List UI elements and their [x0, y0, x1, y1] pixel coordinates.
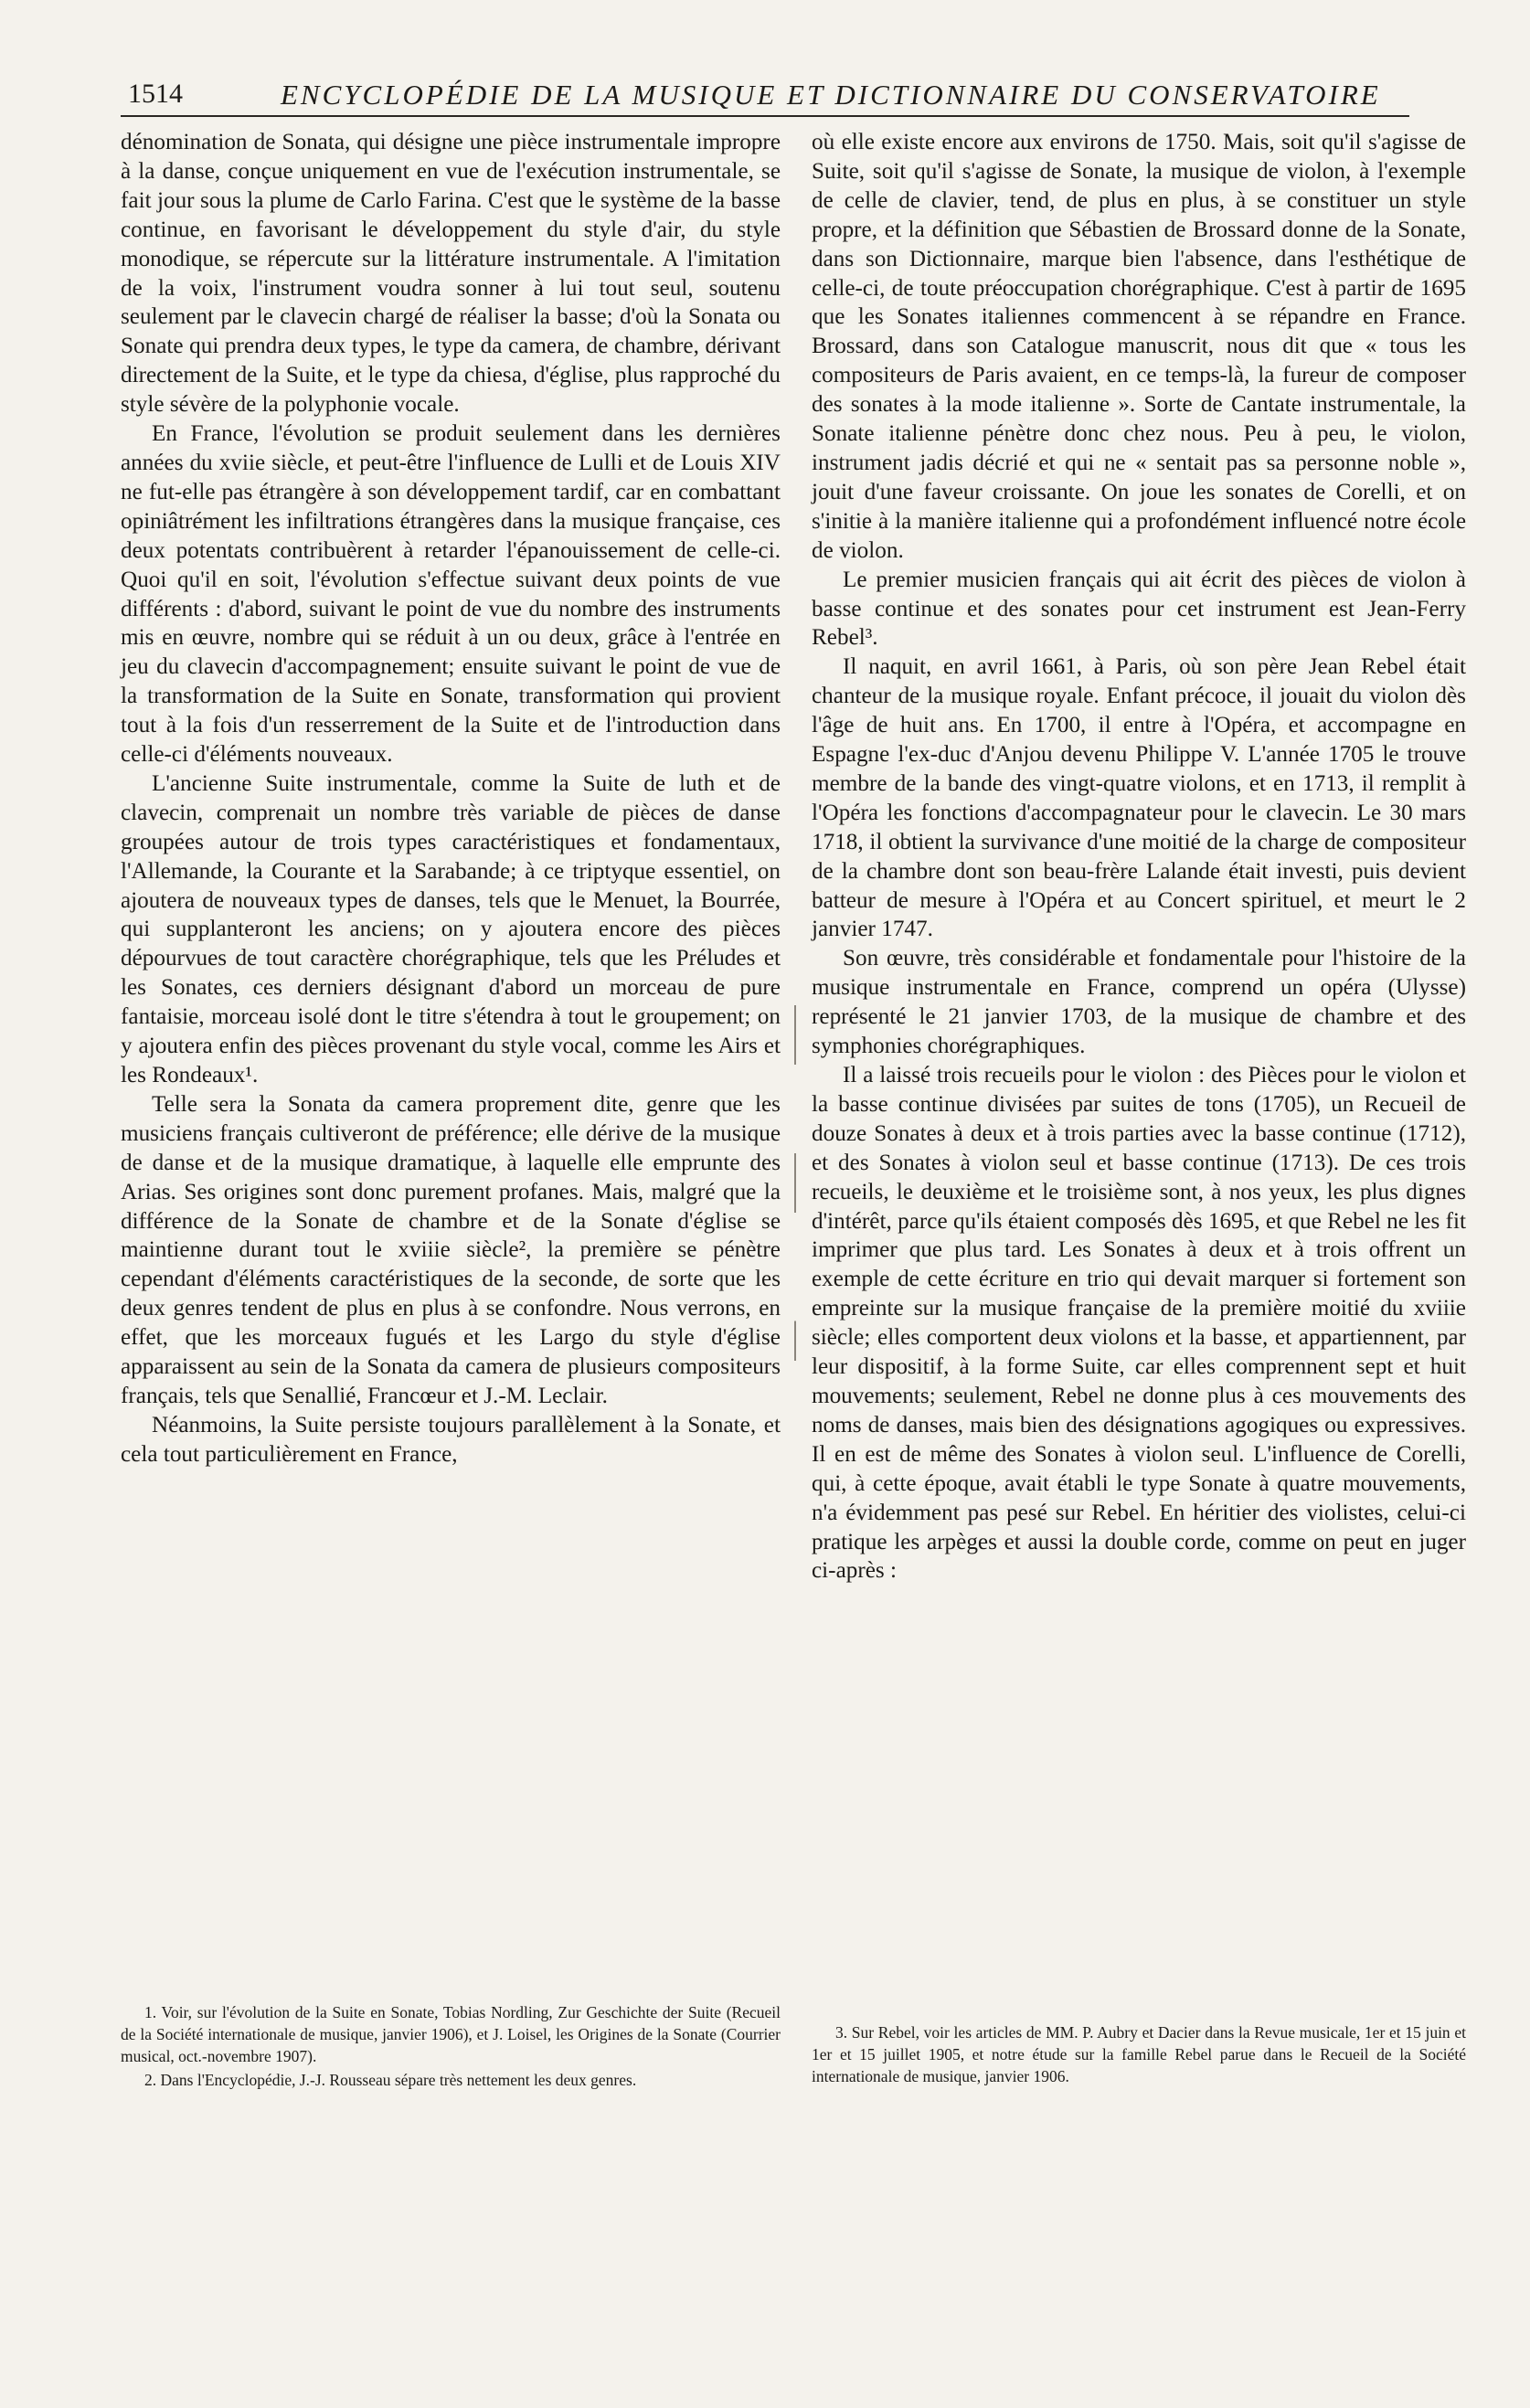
- paragraph: Il naquit, en avril 1661, à Paris, où son père Jean Rebel était chanteur de la musique royale. Enfant précoce, il jouait du violon dès l'âge de huit ans. En 1700, il entre à l'Opéra, et accompagne en Espagne l'ex-duc d'Anjou devenu Philippe V. L'année 1705 le trouve membre de la bande des vingt-quatre violons, et en 1713, il remplit à l'Opéra les fonctions d'accompagnateur pour le clavecin. Le 30 mars 1718, il obtient la survivance d'une moitié de la charge de compositeur de la chambre dont son beau-frère Lalande était investi, puis devient batteur de mesure à l'Opéra et au Concert spirituel, et meurt le 2 janvier 1747.: [812, 654, 1466, 942]
- header-rule: [121, 115, 1409, 117]
- paragraph: Il a laissé trois recueils pour le violon : des Pièces pour le violon et la basse continue divisées par suites de tons (1705), un Recueil de douze Sonates à deux et à trois parties avec la basse continue (1712), et des Sonates à violon seul et basse continue (1713). De ces trois recueils, le deuxième et le troisième sont, à nos yeux, les plus dignes d'intérêt, parce qu'ils étaient composés dès 1695, et que Rebel ne les fit imprimer que plus tard. Les Sonates à deux et à trois offrent un exemple de cette écriture en trio qui devait marquer si fortement son empreinte sur la musique française de la première moitié du xviiie siècle; elles comportent deux violons et la basse, et appartiennent, par leur dispositif, à la forme Suite, car elles comprennent sept et huit mouvements; seulement, Rebel ne donne plus à ces mouvements des noms de danses, mais bien des désignations agogiques ou expressives. Il en est de même des Sonates à violon seul. L'influence de Corelli, qui, à cette époque, avait établi le type Sonate à quatre mouvements, n'a évidemment pas pesé sur Rebel. En héritier des violistes, celui-ci pratique les arpèges et aussi la double corde, comme on peut en juger ci-après :: [812, 1063, 1466, 1584]
- page-header: [121, 79, 1409, 115]
- paragraph: dénomination de Sonata, qui désigne une pièce instrumentale impropre à la danse, conçue uniquement en vue de l'exécution instrumentale, se fait jour sous la plume de Carlo Farina. C'est que le système de la basse continue, en favorisant le développement du style d'air, du style monodique, se répercute sur la littérature instrumentale. A l'imitation de la voix, l'instrument voudra sonner à lui tout seul, soutenu seulement par le clavecin chargé de réaliser la basse; d'où la Sonata ou Sonate qui prendra deux types, le type da camera, de chambre, dérivant directement de la Suite, et le type da chiesa, d'église, plus rapproché du style sévère de la polyphonie vocale.: [121, 130, 781, 418]
- column-divider: [794, 1005, 796, 1499]
- paragraph: Son œuvre, très considérable et fondamentale pour l'histoire de la musique instrumentale en France, comprend un opéra (Ulysse) représenté le 21 janvier 1703, de la musique de chambre et des symphonies chorégraphiques.: [812, 946, 1466, 1059]
- footnote: 2. Dans l'Encyclopédie, J.-J. Rousseau sépare très nettement les deux genres.: [144, 2071, 637, 2089]
- paragraph: Le premier musicien français qui ait écrit des pièces de violon à basse continue et des sonates pour cet instrument est Jean-Ferry Rebel³.: [812, 567, 1466, 651]
- paragraph: Telle sera la Sonata da camera proprement dite, genre que les musiciens français cultiveront de préférence; elle dérive de la musique de danse et de la musique dramatique, à laquelle elle emprunte des Arias. Ses origines sont donc purement profanes. Mais, malgré que la différence de la Sonate de chambre et de la Sonate d'église se maintienne durant tout le xviiie siècle², la première se pénètre cependant d'éléments caractéristiques de la seconde, de sorte que les deux genres tendent de plus en plus à se confondre. Nous verrons, en effet, que les morceaux fugués et les Largo du style d'église apparaissent au sein de la Sonata da camera de plusieurs compositeurs français, tels que Senallié, Francœur et J.-M. Leclair.: [121, 1091, 781, 1408]
- footnote: 3. Sur Rebel, voir les articles de MM. P. Aubry et Dacier dans la Revue musicale, 1er et 15 juin et 1er et 15 juillet 1905, et notre étude sur la famille Rebel parue dans le Recueil de la Société internationale de musique, janvier 1906.: [812, 2023, 1466, 2085]
- paragraph: où elle existe encore aux environs de 1750. Mais, soit qu'il s'agisse de Suite, soit qu'il s'agisse de Sonate, la musique de violon, à l'exemple de celle de clavier, tend, de plus en plus, à se constituer un style propre, et la définition que Sébastien de Brossard donne de la Sonate, dans son Dictionnaire, marque bien l'absence, dans l'esthétique de celle-ci, de toute préoccupation chorégraphique. C'est à partir de 1695 que les Sonates italiennes commencent à se répandre en France. Brossard, dans son Catalogue manuscrit, nous dit que « tous les compositeurs de Paris avaient, en ce temps-là, la fureur de composer des sonates à la mode italienne ». Sorte de Cantate instrumentale, la Sonate italienne pénètre donc chez nous. Peu à peu, le violon, instrument jadis décrié et qui ne « sentait pas sa personne noble », jouit d'une faveur croissante. On joue les sonates de Corelli, et on s'initie à la manière italienne qui a profondément influencé notre école de violon.: [812, 130, 1466, 563]
- paragraph: Néanmoins, la Suite persiste toujours parallèlement à la Sonate, et cela tout particulièrement en France,: [121, 1412, 781, 1467]
- left-column: [121, 128, 781, 1469]
- footnote: 1. Voir, sur l'évolution de la Suite en Sonate, Tobias Nordling, Zur Geschichte der Suite (Recueil de la Société internationale de musique, janvier 1906), et J. Loisel, les Origines de la Sonate (Courrier musical, oct.-novembre 1907).: [121, 2003, 781, 2065]
- page-number: 1514: [128, 79, 183, 109]
- paragraph: En France, l'évolution se produit seulement dans les dernières années du xviie siècle, et peut-être l'influence de Lulli et de Louis XIV ne fut-elle pas étrangère à son développement tardif, car en combattant opiniâtrément les infiltrations étrangères dans la musique française, ces deux potentats contribuèrent à retarder l'épanouissement de celle-ci. Quoi qu'il en soit, l'évolution s'effectue suivant deux points de vue différents : d'abord, suivant le point de vue du nombre des instruments mis en œuvre, nombre qui se réduit à un ou deux, grâce à l'entrée en jeu du clavecin d'accompagnement; ensuite suivant le point de vue de la transformation de la Suite en Sonate, transformation qui provient tout à la fois d'un resserrement de la Suite et de l'introduction dans celle-ci d'éléments nouveaux.: [121, 421, 781, 768]
- right-column: [812, 128, 1466, 1586]
- paragraph: L'ancienne Suite instrumentale, comme la Suite de luth et de clavecin, comprenait un nombre très variable de pièces de danse groupées autour de trois types caractéristiques et fondamentaux, l'Allemande, la Courante et la Sarabande; à ce triptyque essentiel, on ajoutera de nouveaux types de danses, tels que le Menuet, la Bourrée, qui supplanteront les anciens; on y ajoutera encore des pièces dépourvues de tout caractère chorégraphique, tels que les Préludes et les Sonates, ces derniers désignant d'abord un morceau de pure fantaisie, morceau isolé dont le titre s'étendra à tout le groupement; on y ajoutera enfin des pièces provenant du style vocal, comme les Airs et les Rondeaux¹.: [121, 770, 781, 1087]
- footnotes-right: [812, 2021, 1466, 2089]
- footnotes-left: [121, 2001, 781, 2093]
- running-title: ENCYCLOPÉDIE DE LA MUSIQUE ET DICTIONNAIRE DU CONSERVATOIRE: [281, 79, 1381, 111]
